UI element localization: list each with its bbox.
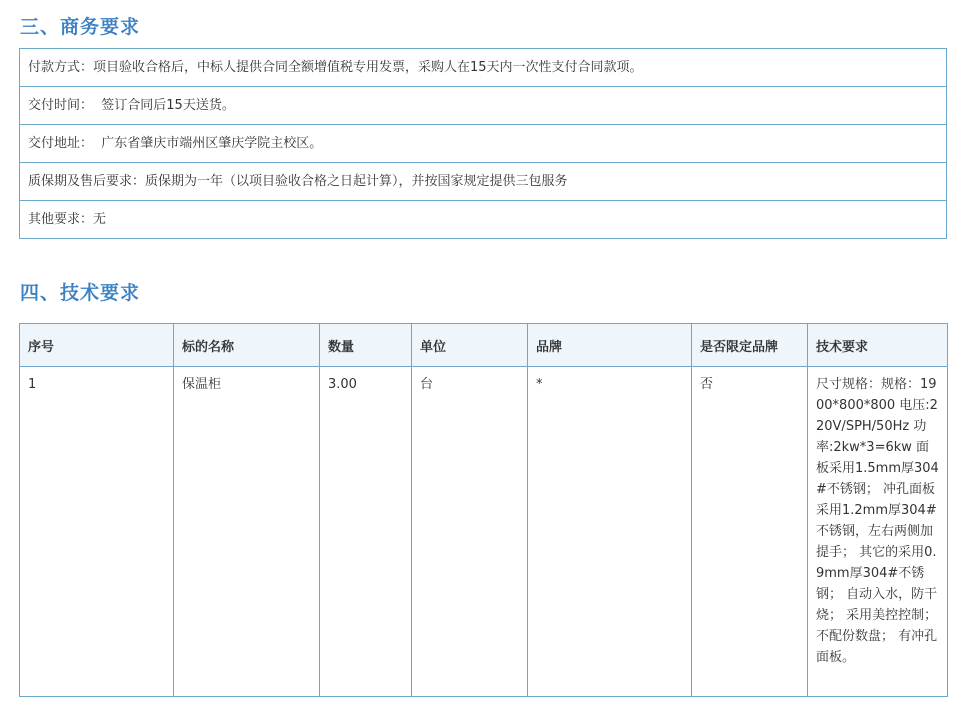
cell-quantity: 3.00 — [320, 367, 412, 697]
row-value: 质保期为一年（以项目验收合格之日起计算），并按国家规定提供三包服务 — [145, 174, 568, 189]
delivery-address-row — [20, 125, 946, 163]
cell-index: 1 — [20, 367, 174, 697]
table-header-row — [20, 324, 948, 367]
header-item-name: 标的名称 — [174, 324, 320, 367]
row-label: 其他要求： — [28, 212, 94, 227]
payment-method-row — [20, 49, 946, 87]
row-label: 付款方式： — [28, 60, 94, 75]
delivery-time-row — [20, 87, 946, 125]
technical-requirements-title: 四、技术要求 — [20, 282, 141, 304]
row-label: 交付时间： — [28, 98, 94, 113]
row-label: 交付地址： — [28, 136, 94, 151]
cell-tech-requirements: 尺寸规格：规格：1900*800*800 电压:220V/SPH/50Hz 功率:2kw*3=6kw 面板采用1.5mm厚304#不锈钢； 冲孔面板采用1.2mm厚304#不锈钢，左右两侧加提手； 其它的采用0.9mm厚304#不锈钢； 自动入水，防干烧； 采用美控控制； 不配份数盘； 有冲孔面板。 — [808, 367, 948, 697]
technical-requirements-table — [19, 323, 948, 697]
table-row — [20, 367, 948, 697]
row-value: 签订合同后15天送货。 — [93, 98, 235, 113]
row-label: 质保期及售后要求： — [28, 174, 146, 189]
header-tech-requirements: 技术要求 — [808, 324, 948, 367]
header-index: 序号 — [20, 324, 174, 367]
other-requirements-row — [20, 201, 946, 238]
row-value: 项目验收合格后，中标人提供合同全额增值税专用发票，采购人在15天内一次性支付合同款项。 — [93, 60, 643, 75]
business-requirements-title: 三、商务要求 — [20, 16, 141, 38]
cell-item-name: 保温柜 — [174, 367, 320, 697]
header-unit: 单位 — [412, 324, 528, 367]
row-value: 无 — [93, 212, 107, 227]
row-value: 广东省肇庆市端州区肇庆学院主校区。 — [93, 136, 323, 151]
cell-unit: 台 — [412, 367, 528, 697]
warranty-row — [20, 163, 946, 201]
header-brand-restricted: 是否限定品牌 — [692, 324, 808, 367]
header-quantity: 数量 — [320, 324, 412, 367]
business-requirements-box — [19, 48, 947, 239]
header-brand: 品牌 — [528, 324, 692, 367]
cell-brand-restricted: 否 — [692, 367, 808, 697]
cell-brand: * — [528, 367, 692, 697]
